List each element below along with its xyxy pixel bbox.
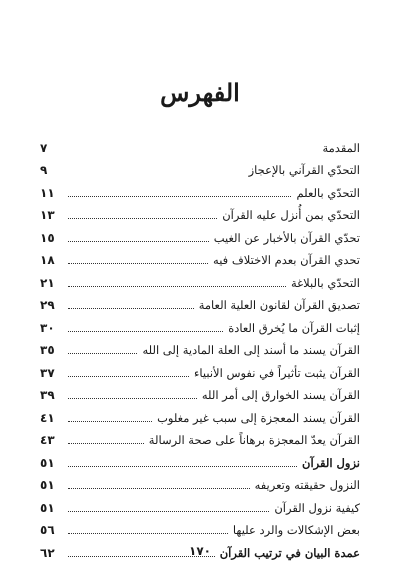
toc-entry: [40, 290, 360, 313]
toc-entry-title: القرآن يسند المعجزة إلى سبب غير مغلوب: [157, 410, 360, 425]
toc-entry: [40, 177, 360, 200]
dot-leader: [68, 308, 194, 309]
dot-leader: [68, 331, 223, 332]
toc-entry: [40, 245, 360, 268]
dot-leader: [68, 511, 269, 512]
page-number: ١٧٠: [189, 544, 211, 558]
dot-leader: [68, 286, 286, 287]
toc-entry-page: ٢١: [40, 275, 55, 290]
toc-entry: [40, 515, 360, 538]
toc-entry-title: التحدّي بالبلاغة: [290, 275, 360, 290]
toc-entry-page: ٣٩: [40, 388, 55, 402]
toc-entry-title: التحدّي بالعلم: [296, 185, 360, 200]
dot-leader: [68, 421, 152, 422]
toc-entry-page: ٩: [40, 163, 48, 177]
toc-entry-title: تحدي القرآن بعدم الاختلاف فيه: [213, 253, 360, 267]
toc-entry-title: المقدمة: [322, 140, 360, 155]
dot-leader: [68, 376, 189, 377]
toc-entry: [40, 222, 360, 245]
toc-entry: [40, 470, 360, 493]
toc-entry-title: القرآن يسند الخوارق إلى أمر الله: [201, 388, 360, 402]
dot-leader: [68, 443, 144, 444]
table-of-contents: [40, 132, 360, 560]
toc-entry-page: ٣٠: [40, 320, 55, 335]
toc-entry-title: النزول حقيقته وتعريفه: [254, 478, 360, 492]
toc-entry-page: ٦٢: [40, 545, 55, 560]
dot-leader: [68, 466, 297, 467]
toc-entry-title: التحدّي القرآني بالإعجاز: [248, 163, 360, 177]
dot-leader: [68, 488, 250, 489]
dot-leader: [68, 533, 228, 534]
toc-entry-title: القرآن يسند ما أسند إلى العلة المادية إلى الله: [142, 343, 360, 357]
page-title: الفهرس: [160, 78, 240, 107]
dot-leader: [68, 241, 209, 242]
toc-entry-title: نزول القرآن: [302, 455, 360, 470]
dot-leader: [68, 398, 197, 399]
toc-entry-page: ٣٥: [40, 343, 55, 357]
toc-entry-title: كيفية نزول القرآن: [274, 500, 360, 515]
toc-entry-page: ٤٣: [40, 433, 55, 447]
toc-entry: [40, 357, 360, 380]
toc-entry: [40, 132, 360, 155]
dot-leader: [68, 196, 291, 197]
toc-entry-title: إثبات القرآن ما يُخرق العادة: [228, 320, 360, 335]
toc-entry: [40, 402, 360, 425]
toc-entry: [40, 267, 360, 290]
toc-entry: [40, 335, 360, 358]
toc-entry: [40, 380, 360, 403]
toc-entry-page: ١٣: [40, 208, 55, 222]
toc-entry-page: ٥٦: [40, 523, 55, 537]
dot-leader: [68, 263, 208, 264]
toc-entry-page: ١١: [40, 185, 55, 200]
toc-entry-title: تصديق القرآن لقانون العلية العامة: [198, 298, 360, 312]
toc-entry-title: القرآن يعدّ المعجزة برهاناً على صحة الرسالة: [148, 433, 360, 447]
toc-entry-page: ٢٩: [40, 298, 55, 312]
toc-entry-title: القرآن يثبت تأثيراً في نفوس الأنبياء: [193, 365, 360, 380]
toc-entry-title: التحدّي بمن أُنزل عليه القرآن: [222, 208, 360, 222]
toc-entry-page: ٥١: [40, 478, 55, 492]
toc-entry: [40, 312, 360, 335]
toc-entry-page: ١٨: [40, 253, 55, 267]
toc-entry: [40, 155, 360, 178]
toc-entry-page: ١٥: [40, 230, 55, 245]
toc-entry-page: ٥١: [40, 455, 55, 470]
toc-entry: [40, 492, 360, 515]
dot-leader: [68, 218, 217, 219]
toc-entry-title: بعض الإشكالات والرد عليها: [232, 523, 360, 537]
toc-entry-page: ٥١: [40, 500, 55, 515]
toc-entry-page: ٤١: [40, 410, 55, 425]
toc-entry: [40, 200, 360, 223]
toc-entry-title: تحدّي القرآن بالأخبار عن الغيب: [213, 230, 360, 245]
toc-entry-title: عمدة البيان في ترتيب القرآن: [219, 545, 360, 560]
toc-entry: [40, 425, 360, 448]
toc-entry: [40, 447, 360, 470]
toc-entry-page: ٣٧: [40, 365, 55, 380]
toc-entry-page: ٧: [40, 140, 48, 155]
dot-leader: [68, 353, 137, 354]
